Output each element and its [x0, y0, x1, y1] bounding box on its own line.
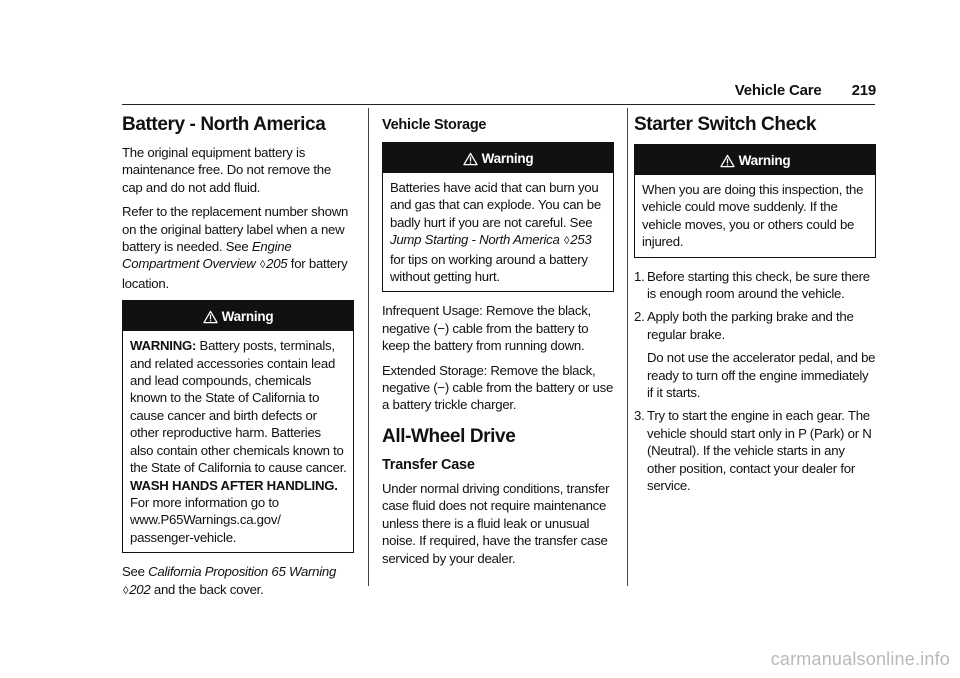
warning-body: WARNING: Battery posts, terminals, and related accessories contain lead and lead compounds, chemicals known to the State of California to cause cancer and birth defects or other reproductive harm. Batteries also contain other chemicals known to the State of California to cause cancer. WASH HANDS AFTER HANDLING. For more information go to www.P65Warnings.ca.gov/ passenger-vehicle. [130, 338, 347, 545]
column-divider [368, 108, 369, 586]
warning-triangle-icon [203, 310, 218, 324]
warning-body: When you are doing this inspection, the vehicle could move suddenly. If the vehicle moves, you or others could be injured. [642, 182, 864, 250]
list-item: 2. Apply both the parking brake and the regular brake. Do not use the accelerator pedal, and be ready to turn off the engine immediately if it starts. [634, 309, 876, 401]
vehicle-storage-heading: Vehicle Storage [382, 117, 487, 133]
column-3 [634, 112, 876, 501]
warning-box-acid [382, 142, 614, 292]
page-ref-icon: ◊ [564, 235, 570, 248]
battery-paragraph: The original equipment battery is maintenance free. Do not remove the cap and do not add fluid. [122, 145, 331, 195]
header-divider [122, 104, 875, 105]
warning-header [383, 143, 613, 173]
list-item: 3. Try to start the engine in each gear. The vehicle should start only in P (Park) or N (Neutral). If the vehicle starts in any other position, contact your dealer for service. [634, 408, 872, 494]
transfer-case-heading: Transfer Case [382, 456, 475, 473]
prop65-link[interactable]: California Proposition 65 Warning [148, 564, 337, 580]
warning-title: Warning [738, 153, 791, 168]
warning-title: Warning [481, 151, 534, 166]
warning-header [123, 301, 353, 331]
column-divider [627, 108, 628, 586]
page-ref[interactable]: 202 [129, 581, 151, 597]
page-ref-icon: ◊ [123, 584, 129, 597]
list-item: 1. Before starting this check, be sure there is enough room around the vehicle. [634, 268, 870, 302]
warning-body: Batteries have acid that can burn you and gas that can explode. You can be badly hurt if you are not careful. See Jump Starting - North America ◊253 for tips on working around a battery without getting hurt. [390, 180, 601, 285]
column-2 [382, 112, 614, 574]
page-header [735, 82, 876, 99]
warning-box-prop65 [122, 300, 354, 553]
page-number: 219 [851, 82, 876, 99]
page-ref-icon: ◊ [259, 259, 266, 272]
transfer-case-paragraph: Under normal driving conditions, transfer case fluid does not require maintenance unless there is a fluid leak or unusual noise. If required, have the transfer case serviced by your dealer. [382, 480, 610, 566]
see-reference-paragraph: See California Proposition 65 Warning ◊202 and the back cover. [122, 564, 337, 597]
page-ref[interactable]: 253 [570, 232, 592, 248]
warning-box-starter [634, 144, 876, 258]
warning-triangle-icon [463, 152, 478, 166]
section-title: Vehicle Care [734, 82, 822, 99]
watermark: carmanualsonline.info [770, 649, 950, 669]
warning-header [635, 145, 875, 175]
warning-title: Warning [221, 309, 274, 325]
starter-switch-heading: Starter Switch Check [634, 114, 817, 135]
starter-steps-list [634, 268, 876, 495]
page-ref[interactable]: 205 [266, 256, 288, 272]
battery-replacement-paragraph: Refer to the replacement number shown on the original battery label when a new battery is needed. See Engine Compartment Overview ◊205 for battery location. [122, 204, 349, 291]
warning-triangle-icon [720, 154, 735, 168]
battery-heading: Battery - North America [122, 114, 326, 135]
jump-starting-link[interactable]: Jump Starting - North America [390, 232, 560, 248]
extended-storage-paragraph: Extended Storage: Remove the black, negative (−) cable from the battery or use a battery trickle charger. [382, 362, 614, 413]
engine-compartment-link[interactable]: Engine Compartment Overview [122, 239, 292, 272]
awd-heading: All-Wheel Drive [382, 425, 516, 447]
infrequent-usage-paragraph: Infrequent Usage: Remove the black, negative (−) cable from the battery to keep the battery from running down. [382, 303, 591, 354]
column-1 [122, 112, 354, 607]
